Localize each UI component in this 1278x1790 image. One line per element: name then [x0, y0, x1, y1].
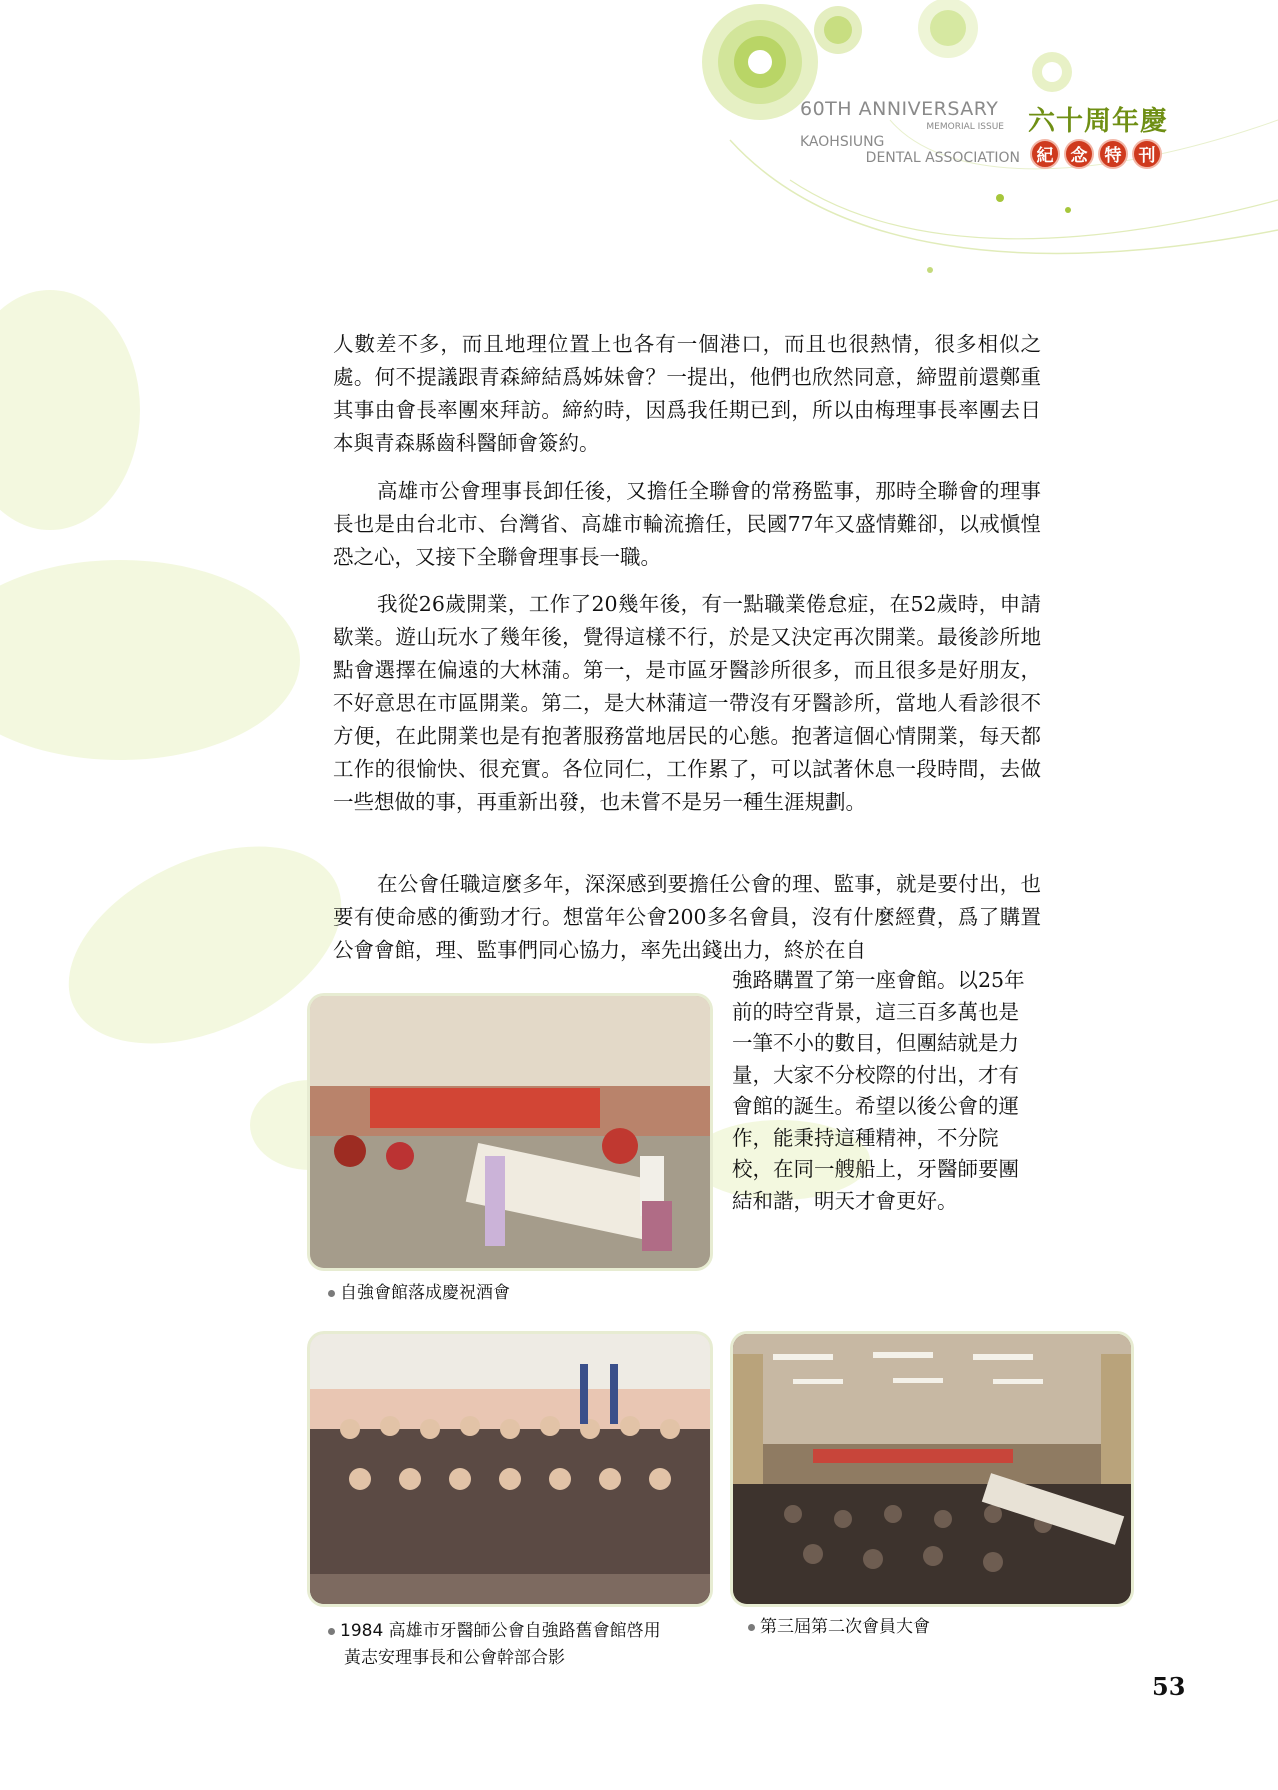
bullet-icon [328, 1290, 335, 1297]
wrapped-text [732, 965, 1044, 1217]
background-leaf [0, 560, 300, 760]
paragraph-3: 我從26歲開業，工作了20幾年後，有一點職業倦怠症，在52歲時，申請歇業。遊山玩水了幾年後，覺得這樣不行，於是又決定再次開業。最後診所地點會選擇在偏遠的大林蒲。第一，是市區牙醫診所很多，而且很多是好朋友，不好意思在市區開業。第二，是大林蒲這一帶沒有牙醫診所，當地人看診很不方便，在此開業也是有抱著服務當地居民的心態。抱著這個心情開業，每天都工作的很愉快、很充實。各位同仁，工作累了，可以試著休息一段時間，去做一些想做的事，再重新出發，也未嘗不是另一種生涯規劃。 [333, 592, 1041, 814]
paragraph-2: 高雄市公會理事長卸任後，又擔任全聯會的常務監事，那時全聯會的理事長也是由台北市、台灣省、高雄市輪流擔任，民國77年又盛情難卻，以戒愼惶恐之心，又接下全聯會理事長一職。 [333, 479, 1041, 569]
photo2-caption-line2: 黃志安理事長和公會幹部合影 [344, 1648, 565, 1668]
badge-char: 刊 [1132, 139, 1162, 169]
text-line: 量，大家不分校際的付出，才有 [732, 1062, 1019, 1087]
text-line: 作，能秉持這種精神，不分院 [732, 1125, 999, 1150]
banquet-photo [310, 996, 710, 1268]
memorial-text: MEMORIAL ISSUE [926, 122, 1004, 132]
badge-char: 特 [1098, 139, 1128, 169]
photo3-caption [748, 1614, 930, 1641]
bullet-icon [328, 1628, 335, 1635]
text-line: 結和諧，明天才會更好。 [732, 1188, 958, 1213]
association-text: DENTAL ASSOCIATION [865, 150, 1020, 166]
text-line: 強路購置了第一座會館。以25年 [732, 968, 1025, 992]
photo2-caption [328, 1618, 661, 1672]
text-line: 前的時空背景，這三百多萬也是 [732, 999, 1019, 1024]
paragraph-1: 人數差不多，而且地理位置上也各有一個港口，而且也很熱情，很多相似之處。何不提議跟青森締結爲姊妹會？一提出，他們也欣然同意，締盟前還鄭重其事由會長率團來拜訪。締約時，因爲我任期已到，所以由梅理事長率團去日本與青森縣齒科醫師會簽約。 [333, 332, 1041, 455]
group-photo [310, 1334, 710, 1604]
anniversary-title-cn: 六十周年慶 [1028, 106, 1168, 137]
text-line: 校，在同一艘船上，牙醫師要團 [732, 1157, 1019, 1181]
city-text: KAOHSIUNG [800, 134, 885, 150]
memorial-badges [1030, 139, 1162, 169]
background-leaf [0, 290, 140, 530]
badge-char: 念 [1064, 139, 1094, 169]
anniversary-text: 60TH ANNIVERSARY [800, 98, 999, 120]
text-line: 一筆不小的數目，但團結就是力 [732, 1031, 1019, 1055]
photo2-caption-line1: 1984 高雄市牙醫師公會自強路舊會館啓用 [340, 1621, 661, 1641]
paragraph-4: 在公會任職這麼多年，深深感到要擔任公會的理、監事，就是要付出，也要有使命感的衝勁才行。想當年公會200多名會員，沒有什麼經費，爲了購置公會會館，理、監事們同心協力，率先出錢出力，終於在自 [333, 872, 1041, 962]
photo3-caption-text: 第三屆第二次會員大會 [760, 1617, 930, 1637]
anniversary-logo [800, 98, 1030, 166]
photo1-caption [328, 1280, 510, 1307]
text-line: 會館的誕生。希望以後公會的運 [732, 1094, 1019, 1118]
badge-char: 紀 [1030, 139, 1060, 169]
meeting-photo [733, 1334, 1131, 1604]
page-number: 53 [1152, 1672, 1186, 1701]
photo1-caption-text: 自強會館落成慶祝酒會 [340, 1283, 510, 1303]
bullet-icon [748, 1624, 755, 1631]
